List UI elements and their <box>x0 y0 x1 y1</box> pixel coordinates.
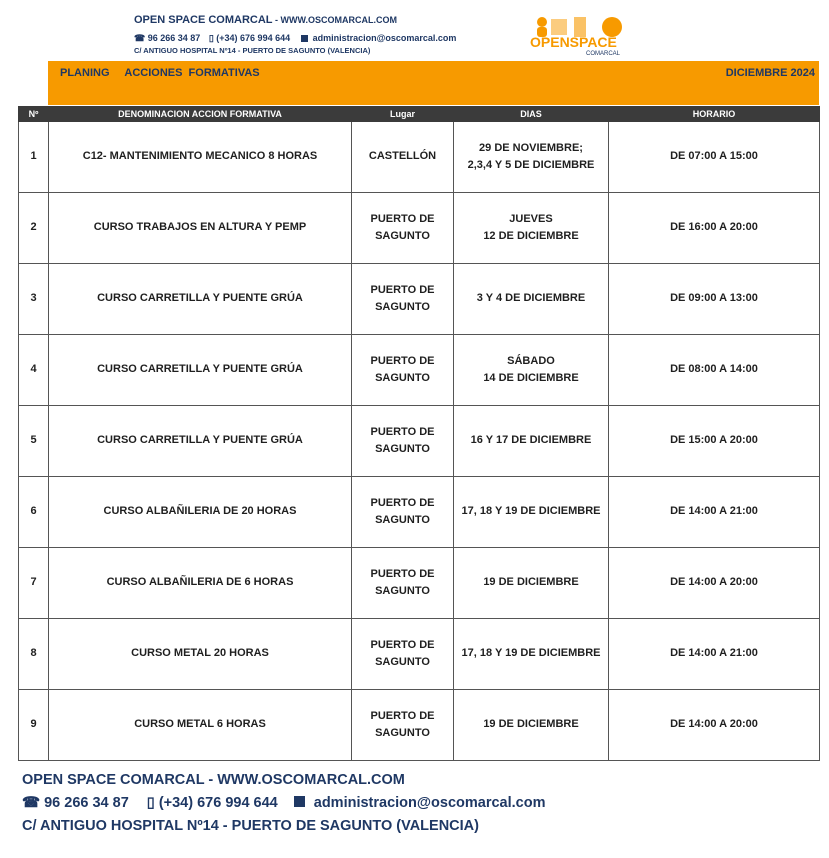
course-name: CURSO ALBAÑILERIA DE 20 HORAS <box>49 477 352 548</box>
course-time: DE 14:00 A 20:00 <box>609 690 820 761</box>
banner-month: DICIEMBRE 2024 <box>725 67 815 79</box>
course-days: SÁBADO 14 DE DICIEMBRE <box>454 335 609 406</box>
course-time: DE 15:00 A 20:00 <box>609 406 820 477</box>
logo-text: OPENSPACE <box>530 34 617 50</box>
company-web[interactable]: - WWW.OSCOMARCAL.COM <box>272 15 398 25</box>
letterhead <box>134 14 456 55</box>
course-days: 19 DE DICIEMBRE <box>454 548 609 619</box>
course-days: 19 DE DICIEMBRE <box>454 690 609 761</box>
table-row <box>19 406 820 477</box>
letterhead-title <box>134 14 456 26</box>
table-row <box>19 122 820 193</box>
course-place: PUERTO DE SAGUNTO <box>352 548 454 619</box>
mobile-phone-icon: ▯ <box>208 33 214 43</box>
course-name: CURSO CARRETILLA Y PUENTE GRÚA <box>49 335 352 406</box>
footer-email-icon <box>294 796 305 807</box>
course-place: PUERTO DE SAGUNTO <box>352 193 454 264</box>
footer-contact <box>22 795 545 818</box>
course-name: CURSO ALBAÑILERIA DE 6 HORAS <box>49 548 352 619</box>
phone-number: 96 266 34 87 <box>147 33 201 43</box>
course-name: CURSO TRABAJOS EN ALTURA Y PEMP <box>49 193 352 264</box>
course-days: 17, 18 Y 19 DE DICIEMBRE <box>454 477 609 548</box>
openspace-logo <box>528 14 628 56</box>
training-schedule-table <box>18 106 820 761</box>
course-time: DE 14:00 A 21:00 <box>609 619 820 690</box>
footer-phone-icon: ☎ <box>22 795 41 811</box>
email-address[interactable]: administracion@oscomarcal.com <box>312 33 457 43</box>
planning-banner <box>48 61 819 105</box>
table-row <box>19 690 820 761</box>
col-header-time: HORARIO <box>609 107 820 122</box>
course-place: PUERTO DE SAGUNTO <box>352 477 454 548</box>
course-place: CASTELLÓN <box>352 122 454 193</box>
row-number: 2 <box>19 193 49 264</box>
course-name: C12- MANTENIMIENTO MECANICO 8 HORAS <box>49 122 352 193</box>
course-place: PUERTO DE SAGUNTO <box>352 406 454 477</box>
course-name: CURSO METAL 20 HORAS <box>49 619 352 690</box>
letterhead-address: C/ ANTIGUO HOSPITAL Nº14 - PUERTO DE SAGUNTO (VALENCIA) <box>134 46 371 55</box>
course-name: CURSO CARRETILLA Y PUENTE GRÚA <box>49 264 352 335</box>
course-place: PUERTO DE SAGUNTO <box>352 335 454 406</box>
row-number: 7 <box>19 548 49 619</box>
row-number: 5 <box>19 406 49 477</box>
row-number: 6 <box>19 477 49 548</box>
row-number: 3 <box>19 264 49 335</box>
course-place: PUERTO DE SAGUNTO <box>352 619 454 690</box>
footer-mobile-icon: ▯ <box>146 795 155 811</box>
course-time: DE 16:00 A 20:00 <box>609 193 820 264</box>
row-number: 1 <box>19 122 49 193</box>
footer <box>22 772 545 834</box>
course-time: DE 07:00 A 15:00 <box>609 122 820 193</box>
col-header-number: Nº <box>19 107 49 122</box>
course-time: DE 08:00 A 14:00 <box>609 335 820 406</box>
course-days: 29 DE NOVIEMBRE; 2,3,4 Y 5 DE DICIEMBRE <box>454 122 609 193</box>
table-row <box>19 477 820 548</box>
course-time: DE 14:00 A 20:00 <box>609 548 820 619</box>
course-days: 17, 18 Y 19 DE DICIEMBRE <box>454 619 609 690</box>
course-name: CURSO CARRETILLA Y PUENTE GRÚA <box>49 406 352 477</box>
footer-mobile: (+34) 676 994 644 <box>158 795 278 811</box>
course-time: DE 09:00 A 13:00 <box>609 264 820 335</box>
row-number: 8 <box>19 619 49 690</box>
row-number: 4 <box>19 335 49 406</box>
course-days: JUEVES 12 DE DICIEMBRE <box>454 193 609 264</box>
col-header-name: DENOMINACION ACCION FORMATIVA <box>49 107 352 122</box>
phone-icon: ☎ <box>134 33 146 43</box>
banner-title: PLANING ACCIONES FORMATIVAS <box>60 67 260 79</box>
footer-email[interactable]: administracion@oscomarcal.com <box>313 795 546 811</box>
table-row <box>19 335 820 406</box>
footer-phone: 96 266 34 87 <box>44 795 129 811</box>
course-place: PUERTO DE SAGUNTO <box>352 690 454 761</box>
logo-subtext: COMARCAL <box>586 51 621 56</box>
email-icon <box>301 35 308 42</box>
footer-company: OPEN SPACE COMARCAL - WWW.OSCOMARCAL.COM <box>22 772 405 788</box>
col-header-place: Lugar <box>352 107 454 122</box>
table-row <box>19 264 820 335</box>
course-days: 3 Y 4 DE DICIEMBRE <box>454 264 609 335</box>
row-number: 9 <box>19 690 49 761</box>
course-name: CURSO METAL 6 HORAS <box>49 690 352 761</box>
footer-address: C/ ANTIGUO HOSPITAL Nº14 - PUERTO DE SAGUNTO (VALENCIA) <box>22 818 479 834</box>
mobile-number: (+34) 676 994 644 <box>216 33 291 43</box>
table-row <box>19 193 820 264</box>
table-header-row <box>19 107 820 122</box>
letterhead-contact <box>134 33 456 44</box>
col-header-days: DIAS <box>454 107 609 122</box>
course-days: 16 Y 17 DE DICIEMBRE <box>454 406 609 477</box>
course-time: DE 14:00 A 21:00 <box>609 477 820 548</box>
company-name: OPEN SPACE COMARCAL <box>134 14 273 26</box>
table-row <box>19 619 820 690</box>
course-place: PUERTO DE SAGUNTO <box>352 264 454 335</box>
table-row <box>19 548 820 619</box>
